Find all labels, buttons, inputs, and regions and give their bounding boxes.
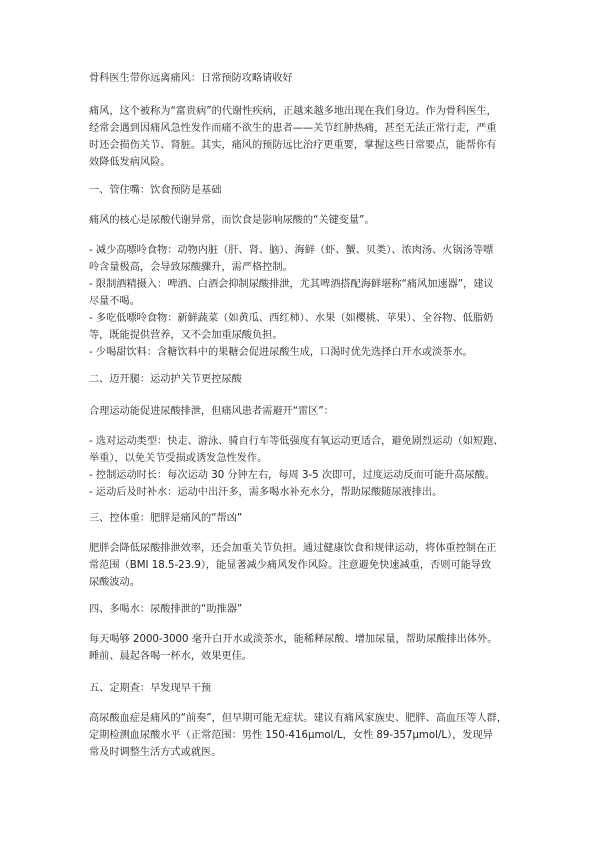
bullet-list bbox=[89, 242, 509, 361]
text-line: 睡前、晨起各喝一杯水，效果更佳。 bbox=[89, 651, 252, 662]
text-line: 每天喝够 2000-3000 毫升白开水或淡茶水，能稀释尿酸、增加尿量，帮助尿酸排出体外。 bbox=[89, 634, 498, 645]
section-heading: 五、定期查：早发现早干预 bbox=[89, 683, 212, 694]
list-item: - 控制运动时长：每次运动 30 分钟左右，每周 3-5 次即可，过度运动反而可能升高尿酸。 bbox=[89, 470, 496, 481]
section-body bbox=[89, 710, 509, 761]
section-heading: 三、控体重：肥胖是痛风的“帮凶” bbox=[89, 513, 243, 524]
section-lead: 痛风的核心是尿酸代谢异常，而饮食是影响尿酸的“关键变量”。 bbox=[89, 215, 375, 226]
list-item: 呤含量极高，会导致尿酸骤升，需严格控制。 bbox=[89, 262, 293, 273]
list-item: - 少喝甜饮料：含糖饮料中的果糖会促进尿酸生成，口渴时优先选择白开水或淡茶水。 bbox=[89, 347, 473, 358]
text-line: 常及时调整生活方式或就医。 bbox=[89, 747, 222, 758]
text-line: 尿酸波动。 bbox=[89, 577, 140, 588]
text-line: 经常会遇到因痛风急性发作而痛不欲生的患者——关节红肿热痛，甚至无法正常行走，严重 bbox=[89, 123, 497, 134]
text-line: 肥胖会降低尿酸排泄效率，还会加重关节负担。通过健康饮食和规律运动，将体重控制在正 bbox=[89, 543, 497, 554]
text-line: 时还会损伤关节、肾脏。其实，痛风的预防远比治疗更重要，掌握这些日常要点，能帮你有 bbox=[89, 140, 497, 151]
text-line: 痛风，这个被称为“富贵病”的代谢性疾病，正越来越多地出现在我们身边。作为骨科医生， bbox=[89, 106, 497, 117]
list-item: - 减少高嘌呤食物：动物内脏（肝、肾、脑）、海鲜（虾、蟹、贝类）、浓肉汤、火锅汤等嘌 bbox=[89, 245, 494, 256]
bullet-list bbox=[89, 433, 509, 501]
section-lead: 合理运动能促进尿酸排泄，但痛风患者需避开“雷区”： bbox=[89, 406, 334, 417]
list-item: 等，既能提供营养，又不会加重尿酸负担。 bbox=[89, 330, 283, 341]
list-item: - 多吃低嘌呤食物：新鲜蔬菜（如黄瓜、西红柿）、水果（如樱桃、苹果）、全谷物、低脂奶 bbox=[89, 313, 494, 324]
text-line: 高尿酸血症是痛风的“前奏”，但早期可能无症状。建议有痛风家族史、肥胖、高血压等人群， bbox=[89, 713, 508, 724]
list-item: 尽量不喝。 bbox=[89, 296, 140, 307]
section-heading: 四、多喝水：尿酸排泄的“助推器” bbox=[89, 604, 243, 615]
list-item: - 运动后及时补水：运动中出汗多，需多喝水补充水分，帮助尿酸随尿液排出。 bbox=[89, 487, 443, 498]
text-line: 效降低发病风险。 bbox=[89, 157, 171, 168]
text-line: 定期检测血尿酸水平（正常范围：男性 150-416μmol/L，女性 89-357μmol/L），发现异 bbox=[89, 730, 493, 741]
list-item: - 选对运动类型：快走、游泳、骑自行车等低强度有氧运动更适合，避免剧烈运动（如短跑、 bbox=[89, 436, 504, 447]
section-body bbox=[89, 540, 509, 591]
document-title: 骨科医生带你远离痛风：日常预防攻略请收好 bbox=[89, 73, 293, 84]
section-heading: 二、迈开腿：运动护关节更控尿酸 bbox=[89, 374, 242, 385]
section-body bbox=[89, 631, 509, 665]
intro-paragraph bbox=[89, 103, 509, 171]
section-heading: 一、管住嘴：饮食预防是基础 bbox=[89, 185, 222, 196]
list-item: - 限制酒精摄入：啤酒、白酒会抑制尿酸排泄，尤其啤酒搭配海鲜堪称“痛风加速器”，建议 bbox=[89, 279, 494, 290]
text-line: 常范围（BMI 18.5-23.9），能显著减少痛风发作风险。注意避免快速减重，否则可能导致 bbox=[89, 560, 492, 571]
list-item: 举重），以免关节受损或诱发急性发作。 bbox=[89, 453, 268, 464]
